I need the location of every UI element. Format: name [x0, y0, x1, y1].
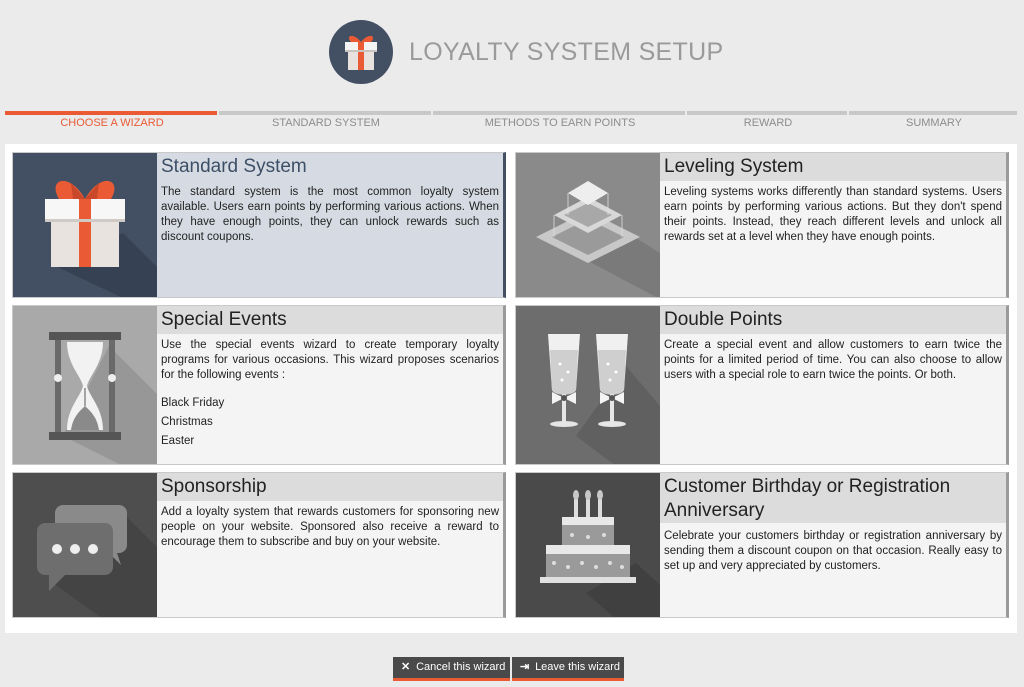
card-sponsorship[interactable]	[12, 472, 506, 618]
card-description: Use the special events wizard to create temporary loyalty programs for various occasions. This wizard proposes scenarios for the following events :	[161, 339, 499, 381]
leave-wizard-button[interactable]	[512, 657, 624, 681]
event-item: Easter	[161, 435, 195, 447]
page-title: LOYALTY SYSTEM SETUP	[409, 38, 724, 66]
card-title: Special Events	[157, 306, 503, 334]
step-summary[interactable]	[849, 111, 1019, 133]
card-description: The standard system is the most common loyalty system available. Users earn points by performing various actions. When they have enough points, they can unlock rewards such as discount coupons.	[161, 186, 499, 243]
step-label: STANDARD SYSTEM	[272, 117, 380, 129]
exit-icon: ⇥	[520, 661, 530, 673]
leave-wizard-label: Leave this wizard	[535, 661, 621, 673]
card-image	[13, 473, 157, 617]
card-image	[13, 306, 157, 464]
card-special-events[interactable]	[12, 305, 506, 465]
event-item: Christmas	[161, 416, 213, 428]
hourglass-icon	[13, 306, 157, 464]
wizard-steps	[5, 111, 1019, 133]
logo	[329, 20, 393, 84]
cancel-wizard-button[interactable]	[393, 657, 510, 681]
card-image	[516, 473, 660, 617]
event-item: Black Friday	[161, 397, 225, 409]
step-choose-wizard[interactable]	[5, 111, 219, 133]
card-title: Leveling System	[660, 153, 1006, 181]
gift-icon	[13, 153, 157, 297]
step-bar	[219, 111, 431, 115]
card-description: Leveling systems works differently than standard systems. Users earn points by performing various actions. But they don't spend their points. Instead, they reach different levels and unlock all rewards set at a level when they have enough points.	[664, 186, 1002, 243]
card-double-points[interactable]	[515, 305, 1009, 465]
card-title: Standard System	[157, 153, 503, 181]
card-image	[516, 153, 660, 297]
step-bar	[433, 111, 685, 115]
card-image	[13, 153, 157, 297]
card-title: Double Points	[660, 306, 1006, 334]
step-reward[interactable]	[687, 111, 849, 133]
card-description: Add a loyalty system that rewards customers for sponsoring new people on your website. Sponsored also receive a reward to encourage them to subscribe and buy on your website.	[161, 506, 499, 548]
card-description: Create a special event and allow customers to earn twice the points for a limited period of time. You can also choose to allow users with a special role to earn twice the points. Or both.	[664, 339, 1002, 381]
champagne-icon	[516, 306, 660, 464]
step-bar	[687, 111, 847, 115]
events-list	[161, 394, 224, 451]
cancel-wizard-label: Cancel this wizard	[416, 661, 506, 673]
card-leveling-system[interactable]	[515, 152, 1009, 298]
card-title: Sponsorship	[157, 473, 503, 501]
step-label: METHODS TO EARN POINTS	[484, 117, 636, 129]
step-label: SUMMARY	[905, 117, 963, 129]
birthday-cake-icon	[516, 473, 660, 617]
step-bar	[5, 111, 217, 115]
step-bar	[849, 111, 1017, 115]
step-label: CHOOSE A WIZARD	[60, 117, 164, 129]
step-methods-to-earn-points[interactable]	[433, 111, 687, 133]
card-title: Customer Birthday or Registration Anniversary	[660, 473, 1006, 523]
card-birthday-anniversary[interactable]	[515, 472, 1009, 618]
layers-icon	[516, 153, 660, 297]
step-standard-system[interactable]	[219, 111, 433, 133]
card-standard-system[interactable]	[12, 152, 506, 298]
wizard-panel	[5, 144, 1017, 633]
card-description: Celebrate your customers birthday or registration anniversary by sending them a discount coupon on that occasion. Really easy to set up and very appreciated by customers.	[664, 530, 1002, 572]
step-label: REWARD	[743, 117, 793, 129]
close-icon: ✕	[401, 661, 411, 673]
gift-icon	[343, 32, 379, 72]
header	[0, 0, 1024, 100]
chat-bubbles-icon	[13, 473, 157, 617]
card-image	[516, 306, 660, 464]
